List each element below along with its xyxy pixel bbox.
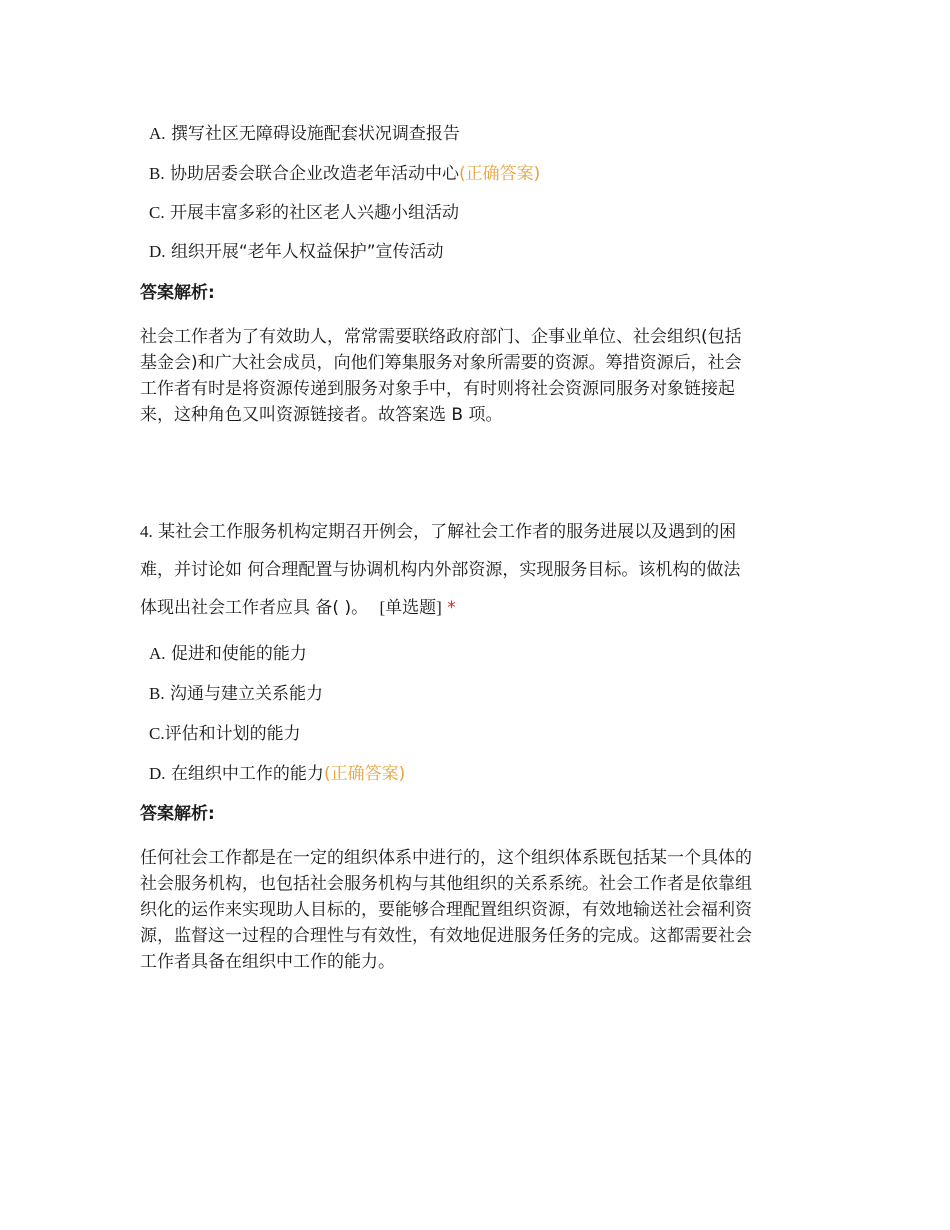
option-letter: D. bbox=[149, 242, 166, 261]
q3-option-c bbox=[149, 202, 459, 224]
question-text: 体现出社会工作者应具 备( )。 bbox=[140, 598, 369, 618]
analysis-line: 来，这种角色又叫资源链接者。故答案选 B 项。 bbox=[140, 405, 503, 425]
option-text: 撰写社区无障碍设施配套状况调查报告 bbox=[170, 124, 460, 144]
analysis-line: 社会工作者为了有效助人，常常需要联络政府部门、企事业单位、社会组织(包括 bbox=[140, 327, 742, 347]
q4-option-b bbox=[149, 683, 323, 705]
option-letter: C. bbox=[149, 203, 165, 222]
option-letter: A. bbox=[149, 124, 166, 143]
analysis-line: 源，监督这一过程的合理性与有效性，有效地促进服务任务的完成。这都需要社会 bbox=[140, 926, 752, 946]
option-text: 沟通与建立关系能力 bbox=[170, 684, 323, 704]
q4-stem-line-3 bbox=[140, 597, 456, 619]
q4-option-a bbox=[149, 643, 307, 665]
q4-analysis-text bbox=[140, 845, 820, 975]
q3-option-a bbox=[149, 123, 460, 145]
correct-answer-mark: (正确答案) bbox=[459, 164, 541, 184]
analysis-line: 基金会)和广大社会成员，向他们筹集服务对象所需要的资源。筹措资源后，社会 bbox=[140, 353, 742, 373]
option-letter: B. bbox=[149, 164, 165, 183]
q3-analysis-heading: 答案解析: bbox=[140, 283, 215, 303]
analysis-line: 社会服务机构，也包括社会服务机构与其他组织的关系系统。社会工作者是依靠组 bbox=[140, 874, 752, 894]
analysis-line: 织化的运作来实现助人目标的，要能够合理配置组织资源，有效地输送社会福利资 bbox=[140, 900, 752, 920]
question-text: 某社会工作服务机构定期召开例会，了解社会工作者的服务进展以及遇到的困 bbox=[158, 522, 737, 542]
q3-option-d bbox=[149, 241, 444, 263]
option-letter: A. bbox=[149, 644, 166, 663]
q3-analysis-text bbox=[140, 324, 820, 428]
option-text: 促进和使能的能力 bbox=[170, 644, 307, 664]
analysis-line: 任何社会工作都是在一定的组织体系中进行的，这个组织体系既包括某一个具体的 bbox=[140, 848, 752, 868]
q4-option-d bbox=[149, 763, 405, 785]
question-number: 4. bbox=[140, 522, 153, 541]
correct-answer-mark: (正确答案) bbox=[323, 764, 406, 784]
q3-option-b bbox=[149, 163, 540, 185]
required-mark: * bbox=[447, 598, 456, 618]
option-text: 评估和计划的能力 bbox=[164, 724, 301, 744]
q4-stem-line-2: 难，并讨论如 何合理配置与协调机构内外部资源，实现服务目标。该机构的做法 bbox=[140, 560, 741, 580]
option-text: 开展丰富多彩的社区老人兴趣小组活动 bbox=[170, 203, 459, 223]
option-text: 协助居委会联合企业改造老年活动中心 bbox=[170, 164, 459, 184]
option-letter: B. bbox=[149, 684, 165, 703]
option-letter: D. bbox=[149, 764, 166, 783]
option-letter: C. bbox=[149, 724, 165, 743]
q4-analysis-heading: 答案解析: bbox=[140, 804, 215, 824]
option-text: 在组织中工作的能力 bbox=[170, 764, 324, 784]
q4-stem-line-1 bbox=[140, 521, 736, 543]
option-text: 组织开展“老年人权益保护”宣传活动 bbox=[170, 242, 444, 262]
analysis-line: 工作者具备在组织中工作的能力。 bbox=[140, 952, 395, 972]
analysis-line: 工作者有时是将资源传递到服务对象手中，有时则将社会资源同服务对象链接起 bbox=[140, 379, 735, 399]
question-type-tag: [单选题] bbox=[379, 598, 442, 617]
q4-option-c bbox=[149, 723, 301, 745]
